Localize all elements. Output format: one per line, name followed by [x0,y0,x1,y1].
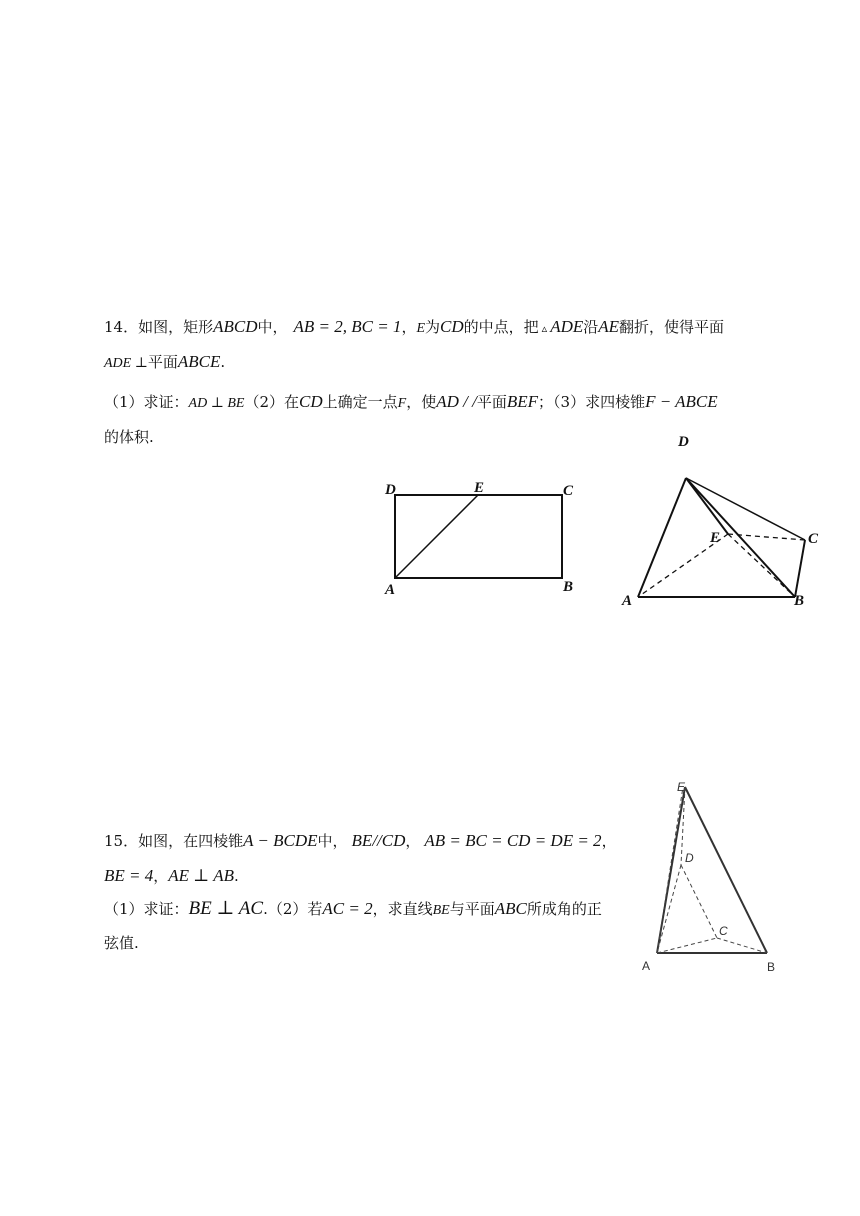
label-e: E [710,530,721,546]
q15-line-4: 弦值. [104,934,139,952]
label-e: E [474,480,485,496]
label-d: D [678,434,689,450]
q14-line-1: 14．如图，矩形ABCD中， AB = 2, BC = 1，E为CD的中点，把 ▵ ADE沿AE翻折，使得平面 [104,317,725,336]
label-a: A [642,959,651,973]
triangle-symbol: ▵ [541,322,548,335]
math-ab-bc: AB = 2, BC = 1 [293,317,402,336]
rectangle-abcd [395,495,562,578]
q15-line-2: BE = 4，AE ⊥ AB. [104,866,239,885]
q14-line-3: （1）求证：AD ⊥ BE（2）在CD上确定一点F，使AD / /平面BEF；（3）求四棱锥F − ABCE [104,392,718,411]
label-b: B [794,593,805,609]
label-b: B [767,960,776,974]
q15-line-1: 15．如图，在四棱锥A − BCDE中， BE//CD， AB = BC = CD = DE = 2， [104,831,617,850]
q15-line-3: （1）求证：BE ⊥ AC.（2）若AC = 2，求直线BE与平面ABC所成角的正 [104,898,602,919]
label-a: A [622,593,633,609]
q14-line-2: ADE ⊥平面ABCE. [104,352,226,371]
label-d: D [685,851,694,865]
figure-14-pyramid [620,430,830,620]
segment-ae [395,495,478,578]
label-c: C [563,483,574,499]
label-e: E [677,780,686,794]
label-c: C [719,924,728,938]
label-c: C [808,531,819,547]
figure-14-rectangle [380,475,600,605]
label-b: B [563,579,574,595]
label-d: D [385,482,396,498]
figure-15-pyramid [635,775,785,980]
q14-line-4: 的体积. [104,428,154,446]
label-a: A [385,582,396,598]
math-abcd: ABCD [213,317,258,336]
